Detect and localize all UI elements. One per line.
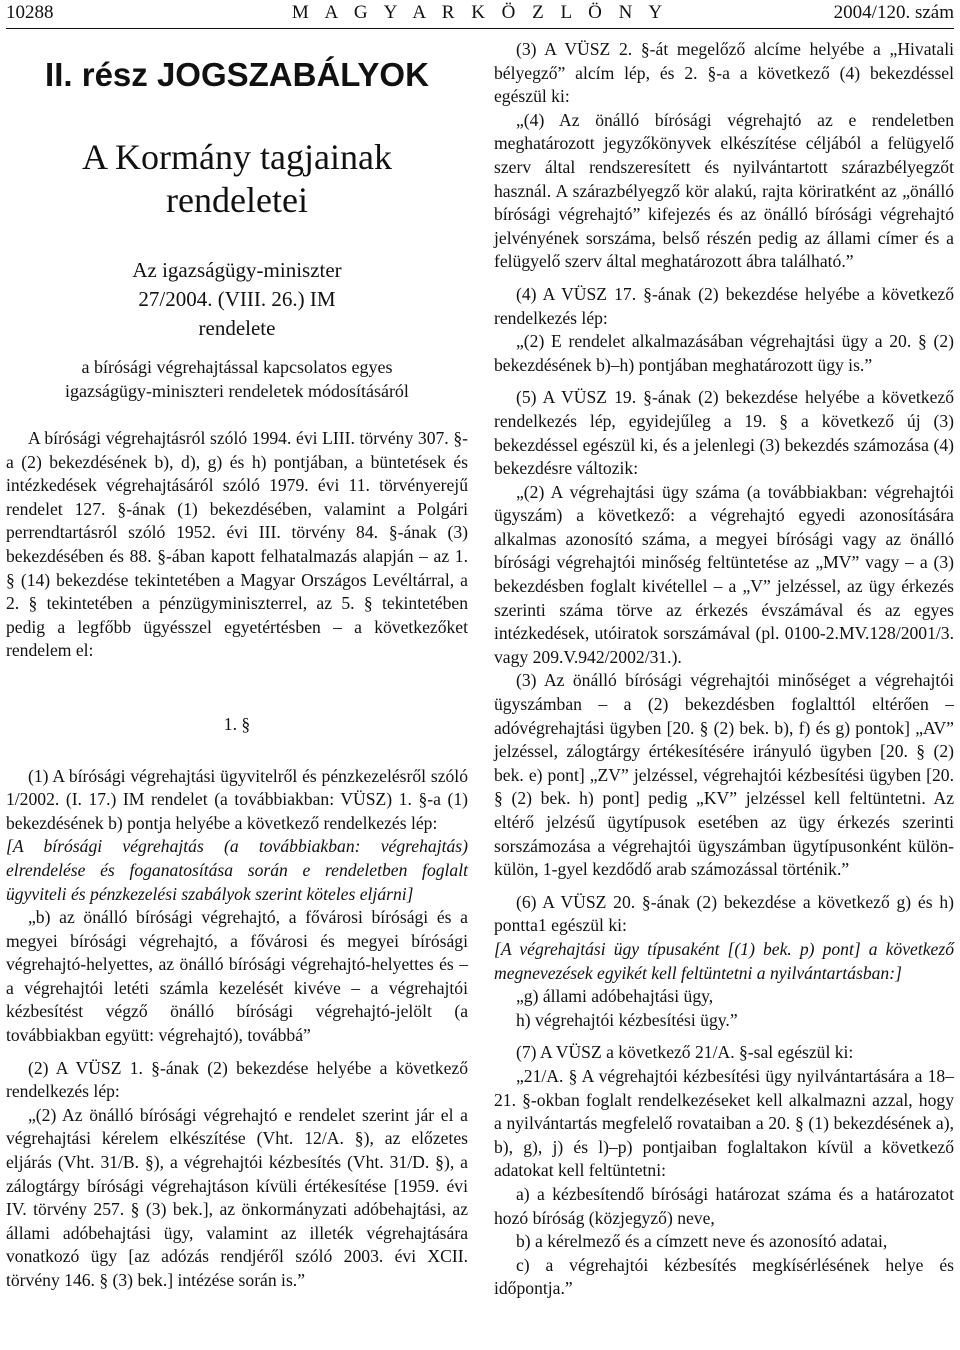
subject-line-2: igazságügy-miniszteri rendeletek módosításáról: [65, 381, 409, 401]
paragraph-5-quote-a: „(2) A végrehajtási ügy száma (a továbbiakban: végrehajtói ügyszám) a következő: a végrehajtó egyedi azonosítására alkalmas azonosító száma, a megyei bírósági vagy az önálló bírósági végrehajtói minőség feltüntetése az „MV” vagy – a (3) bekezdésben foglalt kivétellel – a „V” jelzéssel, az ügy érkezés szerinti száma törve az érkezés évszámával és az egyes intézkedések, utóiratok sorszámával (pl. 0100-2.MV.128/2001/3. vagy 209.V.942/2002/31.).: [494, 481, 954, 667]
decree-number: 27/2004. (VIII. 26.) IM: [138, 287, 336, 311]
paragraph-2: (2) A VÜSZ 1. §-ának (2) bekezdése helyébe a következő rendelkezés lép:: [6, 1057, 468, 1102]
paragraph-4-quote: „(2) E rendelet alkalmazásában végrehajtási ügy a 20. § (2) bekezdésének b)–h) pontjában meghatározott ügy is.”: [494, 331, 954, 375]
paragraph-6-point-h: h) végrehajtói kézbesítési ügy.”: [516, 1009, 738, 1030]
section-title-line-1: A Kormány tagjainak: [82, 137, 392, 177]
paragraph-6-point-g: „g) állami adóbehajtási ügy,: [516, 986, 714, 1007]
decree-subject: [6, 355, 468, 403]
journal-title: M A G Y A R K Ö Z L Ö N Y: [291, 2, 669, 23]
paragraph-4: (4) A VÜSZ 17. §-ának (2) bekezdése helyébe a következő rendelkezés lép:: [494, 283, 954, 328]
header-rule: [6, 28, 954, 29]
paragraph-2-quote: „(2) Az önálló bírósági végrehajtó e rendelet szerint jár el a végrehajtási kérelem elkészítése (Vht. 12/A. §), az előzetes eljárás (Vht. 31/B. §), a végrehajtói kézbesítés (Vht. 31/D. §), a zálogtárgy bírósági végrehajtáson kívüli értékesítése [1959. évi IV. törvény 257. § (3) bek.], az önkormányzati adóbehajtási, az állami adóbehajtási ügy, valamint az illeték végrehajtására vonatkozó ügy [az adózás rendjéről szóló 2003. évi XCII. törvény 146. § (3) bek.] intézése során is.”: [6, 1104, 468, 1290]
paragraph-7-quote: „21/A. § A végrehajtói kézbesítési ügy nyilvántartására a 18–21. §-okban foglalt rendelkezéseket kell alkalmazni azzal, hogy a nyilvántartás megfelelő rovataiban a 20. § (1) bekezdésének a), b), g), j) és l)–p) pontjaiban foglaltakon kívül a következő adatokat kell feltüntetni:: [494, 1065, 954, 1181]
paragraph-1-quote: „b) az önálló bírósági végrehajtó, a fővárosi bírósági és a megyei bírósági végrehajtó, a fővárosi és megyei bírósági végrehajtó-helyettes, az önálló bírósági végrehajtó-helyettes és – a végrehajtói letéti számla kezelését kivéve – a végrehajtói kézbesítést végző önálló bírósági végrehajtó-jelölt (a továbbiakban együtt: végrehajtó), továbbá”: [6, 907, 468, 1046]
subject-line-1: a bírósági végrehajtással kapcsolatos egyes: [81, 357, 393, 377]
preamble: A bírósági végrehajtásról szóló 1994. évi LIII. törvény 307. §-a (2) bekezdésének b), d), g) és h) pontjában, a büntetések és intézkedések végrehajtásáról szóló 1979. évi 11. törvényerejű rendelet 127. §-ának (1) bekezdésében, valamint a Polgári perrendtartásról szóló 1952. évi III. törvény 84. §-ának (3) bekezdésében és 88. §-ában kapott felhatalmazás alapján – az 1. § (14) bekezdése tekintetében a Magyar Országos Levéltárral, a 2. § tekintetében a pénzügyminiszterrel, az 5. § tekintetében pedig a legfőbb ügyésszel egyetértésben – a következőket rendelem el:: [6, 428, 468, 661]
decree-word: rendelete: [198, 316, 276, 340]
section-title-line-2: rendeletei: [166, 180, 308, 220]
minister: Az igazságügy-miniszter: [132, 258, 342, 282]
issue-number: 2004/120. szám: [833, 2, 954, 23]
page-number: 10288: [6, 2, 54, 23]
section-number: 1. §: [223, 713, 251, 734]
paragraph-7: (7) A VÜSZ a következő 21/A. §-sal egészül ki:: [516, 1042, 854, 1063]
paragraph-6: (6) A VÜSZ 20. §-ának (2) bekezdése a következő g) és h) pontta1 egészül ki:: [494, 891, 954, 936]
section-title: [6, 136, 468, 222]
part-title: II. rész JOGSZABÁLYOK: [45, 56, 429, 93]
page-header: [6, 0, 954, 30]
paragraph-5-quote-b: (3) Az önálló bírósági végrehajtói minőséget a végrehajtói ügyszámban – a (2) bekezdésben foglalttól eltérően – adóvégrehajtási ügyben [20. § (2) bek. b), f) és g) pontok] „AV” jelzéssel, zálogtárgy értékesítésére irányuló ügyben [20. § (2) bek. e) pont] „ZV” jelzéssel, végrehajtói kézbesítési ügyben [20. § (2) bek. h) pont] pedig „KV” jelzéssel kell feltüntetni. Az eltérő jelzésű ügytípusok esetében az ügy érkezés szerinti sorszámozása a végrehajtói ügyszámban ügytípusonként külön-külön, 1-gyel kezdődő arab számozással történik.”: [494, 670, 954, 880]
left-column: [6, 38, 468, 1293]
paragraph-1: (1) A bírósági végrehajtási ügyvitelről és pénzkezelésről szóló 1/2002. (I. 17.) IM rendelet (a továbbiakban: VÜSZ) 1. §-a (1) bekezdésének b) pontja helyébe a következő rendelkezés lép:: [6, 765, 468, 833]
paragraph-6-context: [A végrehajtási ügy típusaként [(1) bek. p) pont] a következő megnevezések egyikét kell feltüntetni a nyilvántartásban:]: [494, 938, 954, 983]
paragraph-7-point-a: a) a kézbesítendő bírósági határozat száma és a határozatot hozó bíróság (közjegyző) neve,: [494, 1183, 954, 1228]
paragraph-7-point-c: c) a végrehajtói kézbesítés megkísérlésének helye és időpontja.”: [494, 1254, 954, 1299]
right-column: [494, 38, 954, 1301]
paragraph-5: (5) A VÜSZ 19. §-ának (2) bekezdése helyébe a következő rendelkezés lép, egyidejűleg a 19. § a következő új (3) bekezdéssel egészül ki, és a jelenlegi (3) bekezdés számozása (4) bekezdésre változik:: [494, 387, 954, 479]
paragraph-1-context: [A bírósági végrehajtás (a továbbiakban: végrehajtás) elrendelése és foganatosítása során e rendeletben foglalt ügyviteli és pénzkezelési szabályok szerint köteles eljárni]: [6, 836, 468, 904]
paragraph-3: (3) A VÜSZ 2. §-át megelőző alcíme helyébe a „Hivatali bélyegző” alcím lép, és 2. §-a a következő (4) bekezdéssel egészül ki:: [494, 39, 954, 107]
paragraph-7-point-b: b) a kérelmező és a címzett neve és azonosító adatai,: [516, 1231, 888, 1252]
paragraph-3-quote: „(4) Az önálló bírósági végrehajtó az e rendeletben meghatározott jegyzőkönyvek elkészítése céljából a felügyelő szerv által rendszeresített és nyilvántartott szárazbélyegzőt használ. A szárazbélyegző kör alakú, rajta köriratként az „önálló bírósági végrehajtó” kifejezés és az önálló bírósági végrehajtó jelvényének sorszáma, belső részén pedig az állami címer és a felügyelő szerv által meghatározott ábra található.”: [494, 109, 954, 272]
